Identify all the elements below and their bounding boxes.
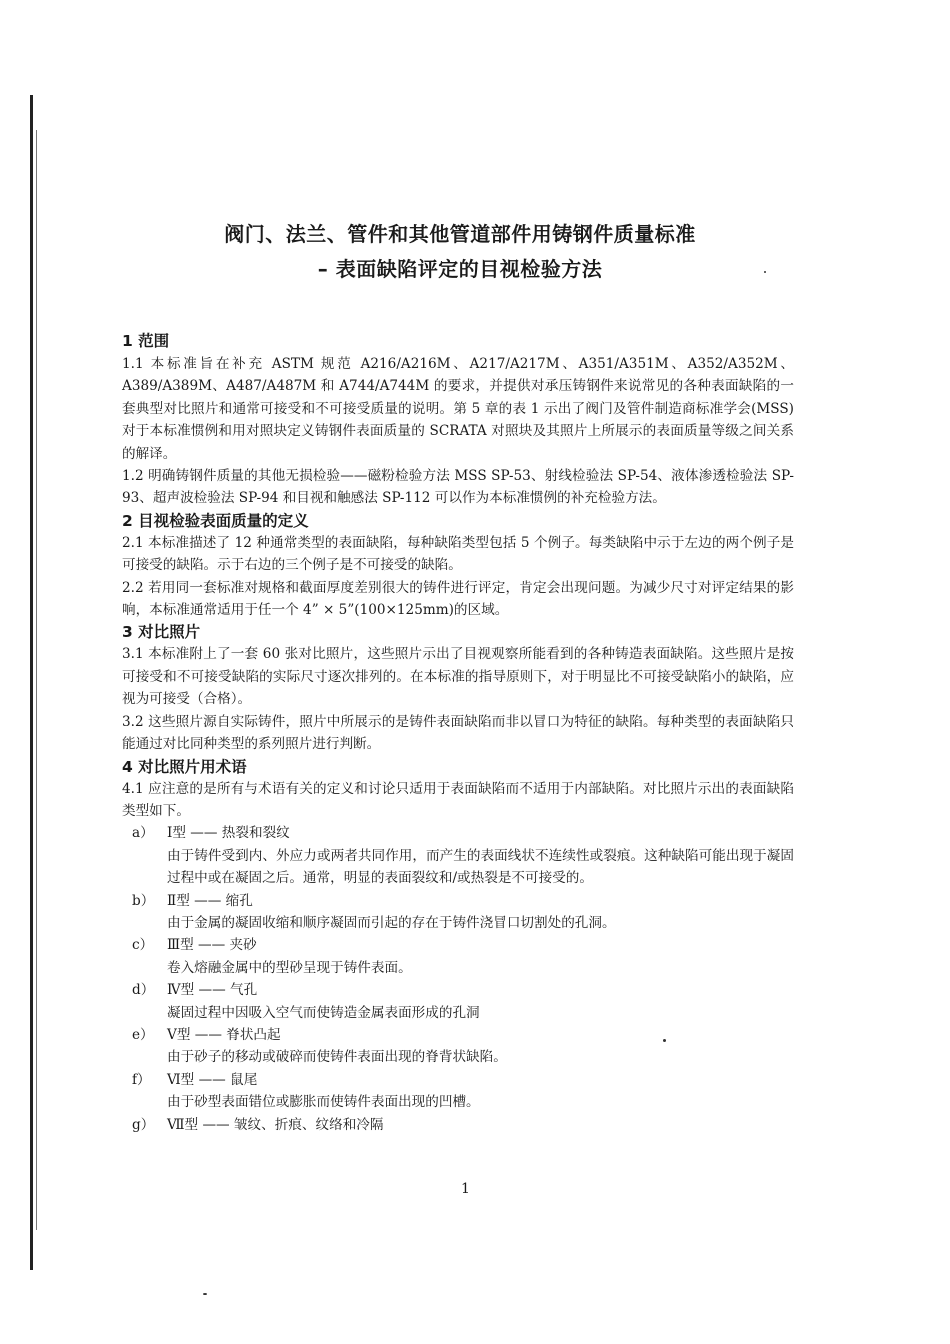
paragraph: 3.1 本标准附上了一套 60 张对比照片，这些照片示出了目视观察所能看到的各种铸造表面缺陷。这些照片是按可接受和不可接受缺陷的实际尺寸逐次排列的。在本标准的指导原则下，对于明显比不可接受缺陷小的缺陷，应视为可接受（合格）。 (122, 646, 794, 708)
section-heading: 2 目视检验表面质量的定义 (122, 511, 309, 530)
defect-term: Ⅱ型 —— 缩孔 (167, 892, 253, 909)
section-heading: 3 对比照片 (122, 623, 201, 642)
list-item (122, 1024, 794, 1046)
list-marker: b） (132, 892, 155, 909)
page-number: 1 (461, 1181, 470, 1197)
defect-term: Ⅵ型 —— 鼠尾 (167, 1071, 258, 1088)
list-marker: e） (132, 1026, 154, 1043)
defect-description: 卷入熔融金属中的型砂呈现于铸件表面。 (167, 959, 412, 976)
list-marker: d） (132, 982, 155, 999)
paragraph: 2.2 若用同一套标准对规格和截面厚度差别很大的铸件进行评定，肯定会出现问题。为减少尺寸对评定结果的影响，本标准通常适用于任一个 4” × 5”(100×125mm)的区域。 (122, 579, 794, 619)
paragraph: 1.1 本标准旨在补充 ASTM 规范 A216/A216M、A217/A217M、A351/A351M、A352/A352M、A389/A389M、A487/A487M 和 A744/A744M 的要求，并提供对承压铸钢件来说常见的各种表面缺陷的一套典型对比照片和通常可接受和不可接受质量的说明。第 5 章的表 1 示出了阀门及管件制造商标准学会(MSS) 对于本标准惯例和用对照块定义铸钢件表面质量的 SCRATA 对照块及其照片上所展示的表面质量等级之间关系的解译。 (122, 356, 794, 462)
list-marker: g） (132, 1116, 155, 1133)
section-terminology (122, 756, 794, 1137)
defect-description: 由于砂子的移动或破碎而使铸件表面出现的脊背状缺陷。 (167, 1049, 507, 1066)
paragraph: 2.1 本标准描述了 12 种通常类型的表面缺陷，每种缺陷类型包括 5 个例子。每类缺陷中示于左边的两个例子是可接受的缺陷。示于右边的三个例子是不可接受的缺陷。 (122, 534, 794, 574)
defect-type-list (122, 822, 794, 1136)
list-item (122, 822, 794, 844)
document-body (122, 330, 794, 1136)
defect-term: Ⅲ型 —— 夹砂 (167, 937, 257, 954)
defect-term: Ⅰ型 —— 热裂和裂纹 (167, 825, 290, 842)
scan-edge-line (30, 95, 33, 1270)
list-marker: c） (132, 937, 154, 954)
defect-term: Ⅴ型 —— 脊状凸起 (167, 1026, 281, 1043)
paragraph: 1.2 明确铸钢件质量的其他无损检验——磁粉检验方法 MSS SP-53、射线检验法 SP-54、液体渗透检验法 SP-93、超声波检验法 SP-94 和目视和触感法 SP-112 可以作为本标准惯例的补充检验方法。 (122, 468, 794, 507)
scan-speck (663, 1039, 666, 1042)
section-heading: 1 范围 (122, 332, 170, 350)
list-item (122, 1114, 794, 1136)
defect-description: 由于金属的凝固收缩和顺序凝固而引起的存在于铸件浇冒口切割处的孔洞。 (167, 914, 616, 931)
scan-speck (764, 271, 766, 273)
section-scope (122, 330, 794, 510)
list-item (122, 1069, 794, 1091)
document-title-line-2: – 表面缺陷评定的目视检验方法 (317, 257, 603, 281)
defect-term: Ⅶ型 —— 皱纹、折痕、纹络和冷隔 (167, 1116, 384, 1133)
defect-description: 由于砂型表面错位或膨胀而使铸件表面出现的凹槽。 (167, 1094, 480, 1111)
defect-description: 由于铸件受到内、外应力或两者共同作用，而产生的表面线状不连续性或裂痕。这种缺陷可能出现于凝固过程中或在凝固之后。通常，明显的表面裂纹和/或热裂是不可接受的。 (167, 847, 794, 887)
defect-term: Ⅳ型 —— 气孔 (167, 982, 258, 999)
paragraph: 4.1 应注意的是所有与术语有关的定义和讨论只适用于表面缺陷而不适用于内部缺陷。对比照片示出的表面缺陷类型如下。 (122, 780, 794, 819)
list-marker: f） (132, 1071, 151, 1088)
section-heading: 4 对比照片用术语 (122, 757, 247, 776)
list-item (122, 979, 794, 1001)
section-definitions (122, 510, 794, 622)
list-item (122, 890, 794, 912)
defect-description: 凝固过程中因吸入空气而使铸造金属表面形成的孔洞 (167, 1004, 480, 1021)
document-title-line-1: 阀门、法兰、管件和其他管道部件用铸钢件质量标准 (224, 222, 696, 246)
scan-speck (203, 1293, 207, 1295)
paragraph: 3.2 这些照片源自实际铸件，照片中所展示的是铸件表面缺陷而非以冒口为特征的缺陷。每种类型的表面缺陷只能通过对比同种类型的系列照片进行判断。 (122, 713, 794, 753)
section-comparison-photos (122, 621, 794, 755)
scan-edge-line-secondary (36, 130, 37, 1230)
list-marker: a） (132, 825, 154, 842)
list-item (122, 934, 794, 956)
